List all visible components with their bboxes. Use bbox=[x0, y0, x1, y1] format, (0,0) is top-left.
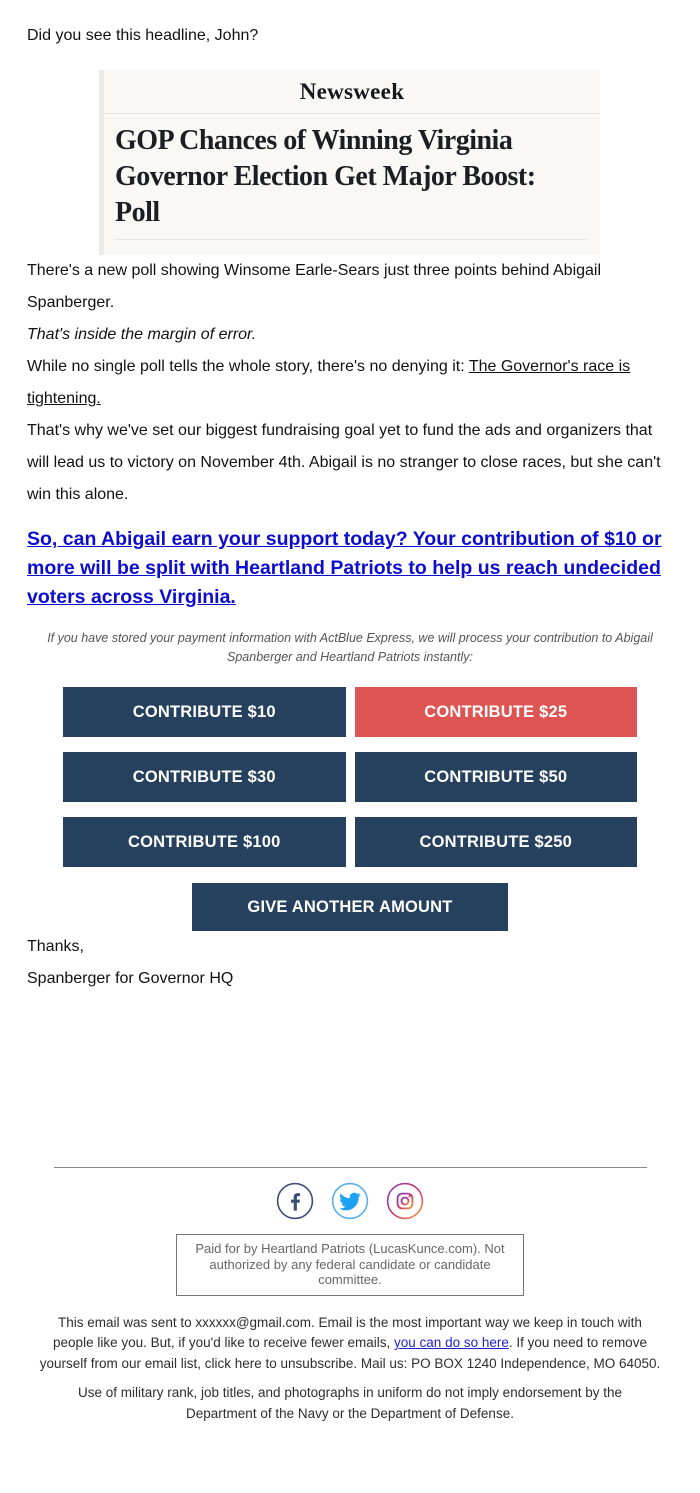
actblue-express-note: If you have stored your payment information with ActBlue Express, we will process your contribution to Abigail Spanberger and Heartland Patriots instantly: bbox=[47, 631, 653, 664]
contribute-50-button[interactable]: CONTRIBUTE $50 bbox=[355, 752, 638, 802]
news-headline-text: GOP Chances of Winning Virginia Governor Election Get Major Boost: Poll bbox=[115, 125, 536, 228]
social-icon-row bbox=[0, 1182, 700, 1220]
race-tightening-link[interactable]: The Governor's race is tightening. bbox=[27, 358, 631, 407]
military-disclaimer: Use of military rank, job titles, and photographs in uniform do not imply endorsement by the Department of the Navy or the Department of Defense. bbox=[77, 1385, 623, 1421]
newsweek-logo: Newsweek bbox=[299, 79, 405, 104]
email-sent-note bbox=[38, 1313, 662, 1375]
contribute-30-button[interactable]: CONTRIBUTE $30 bbox=[63, 752, 346, 802]
instagram-icon[interactable] bbox=[386, 1182, 424, 1220]
footer-divider bbox=[54, 1167, 647, 1168]
facebook-icon[interactable] bbox=[276, 1182, 314, 1220]
contribute-button-grid bbox=[63, 687, 637, 867]
paragraph-margin-of-error: That's inside the margin of error. bbox=[27, 326, 257, 343]
contribute-25-button[interactable]: CONTRIBUTE $25 bbox=[355, 687, 638, 737]
receive-fewer-emails-link[interactable]: you can do so here bbox=[394, 1335, 509, 1350]
paragraph-poll: There's a new poll showing Winsome Earle-Sears just three points behind Abigail Spanberger. bbox=[27, 262, 602, 311]
give-another-amount-button[interactable]: GIVE ANOTHER AMOUNT bbox=[192, 883, 508, 931]
signoff-team: Spanberger for Governor HQ bbox=[27, 970, 234, 987]
contribution-cta-link[interactable]: So, can Abigail earn your support today? Your contribution of $10 or more will be split with Heartland Patriots to help us reach undecided voters across Virginia. bbox=[27, 528, 662, 608]
twitter-icon[interactable] bbox=[331, 1182, 369, 1220]
sent-note-before: This email was sent to xxxxxx@gmail.com. Email is the most important way we keep in touch with people like you. But, if you'd like to receive fewer emails, bbox=[53, 1314, 642, 1350]
greeting-text: Did you see this headline, John? bbox=[27, 27, 259, 44]
email-body bbox=[0, 16, 700, 995]
paid-for-disclaimer-box: Paid for by Heartland Patriots (LucasKunce.com). Not authorized by any federal candidate or candidate committee. bbox=[176, 1234, 524, 1296]
sent-note-after: . If you need to remove yourself from our email list, click here to unsubscribe. Mail us: PO BOX 1240 Independence, MO 64050. bbox=[39, 1335, 661, 1371]
card-bottom-rule bbox=[115, 239, 587, 240]
paragraph-fundraising-goal: That's why we've set our biggest fundraising goal yet to fund the ads and organizers that will lead us to victory on November 4th. Abigail is no stranger to close races, but she can't win this alone. bbox=[27, 422, 661, 503]
signoff-thanks: Thanks, bbox=[27, 938, 84, 955]
race-tightening-prefix: While no single poll tells the whole story, there's no denying it: bbox=[27, 358, 469, 375]
contribute-10-button[interactable]: CONTRIBUTE $10 bbox=[63, 687, 346, 737]
contribute-100-button[interactable]: CONTRIBUTE $100 bbox=[63, 817, 346, 867]
paragraph-race-tightening bbox=[27, 351, 673, 415]
newsweek-headline-card[interactable] bbox=[99, 70, 600, 255]
contribute-250-button[interactable]: CONTRIBUTE $250 bbox=[355, 817, 638, 867]
